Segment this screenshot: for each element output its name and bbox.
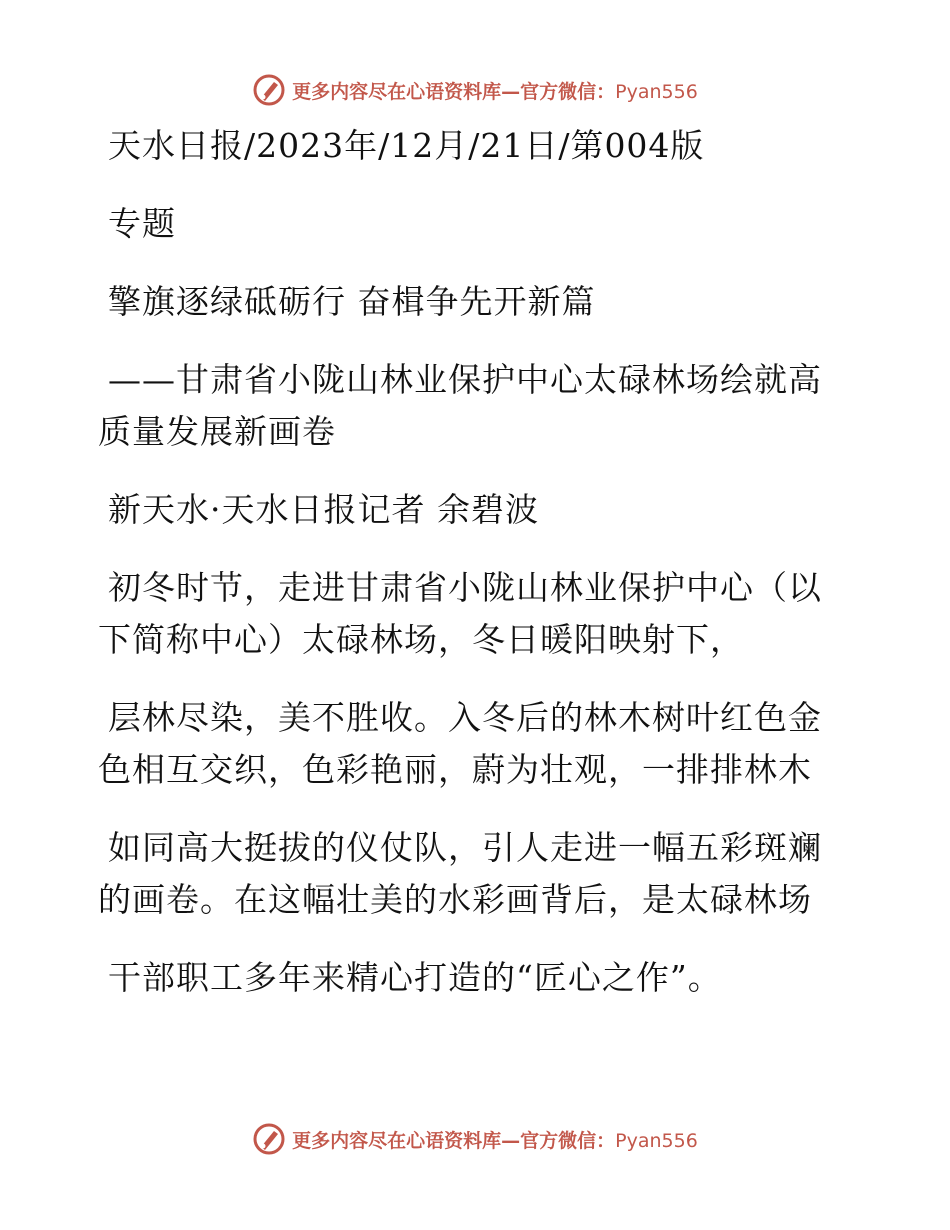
dateline [98,120,838,172]
section-label [98,198,838,250]
watermark-handle: Pyan556 [615,1129,698,1152]
pen-logo-icon [252,1122,286,1156]
article-title [98,276,838,328]
title-text: 擎旗逐绿砥砺行 奋楫争先开新篇 [108,282,596,321]
paragraph-3-line-2: 的画卷。在这幅壮美的水彩画背后，是太碌林场 [98,880,812,919]
paragraph-2-line-1: 层林尽染，美不胜收。入冬后的林木树叶红色金 [108,698,822,737]
paragraph-2 [98,692,838,796]
watermark-text: 更多内容尽在心语资料库—官方微信：Pyan556 [292,80,698,103]
subtitle-line-1: ——甘肃省小陇山林业保护中心太碌林场绘就高 [108,360,822,399]
paragraph-4-line-1: 干部职工多年来精心打造的“匠心之作”。 [108,958,722,997]
watermark-handle: Pyan556 [615,80,698,103]
pen-logo-icon [252,73,286,107]
paragraph-1-line-1: 初冬时节，走进甘肃省小陇山林业保护中心（以 [108,568,822,607]
paragraph-1 [98,562,838,666]
paragraph-2-line-2: 色相互交织，色彩艳丽，蔚为壮观，一排排林木 [98,750,812,789]
article-body [98,120,838,1030]
byline [98,484,838,536]
article-subtitle [98,354,838,458]
paragraph-3 [98,822,838,926]
watermark-header [0,70,950,110]
watermark-text: 更多内容尽在心语资料库—官方微信：Pyan556 [292,1129,698,1152]
watermark-footer [0,1119,950,1159]
paragraph-4 [98,952,838,1004]
paragraph-3-line-1: 如同高大挺拔的仪仗队，引人走进一幅五彩斑斓 [108,828,822,867]
section-text: 专题 [108,204,176,243]
dateline-text: 天水日报/2023年/12月/21日/第004版 [108,126,705,165]
byline-text: 新天水·天水日报记者 余碧波 [108,490,539,529]
subtitle-line-2: 质量发展新画卷 [98,412,336,451]
paragraph-1-line-2: 下简称中心）太碌林场，冬日暖阳映射下， [98,620,744,659]
